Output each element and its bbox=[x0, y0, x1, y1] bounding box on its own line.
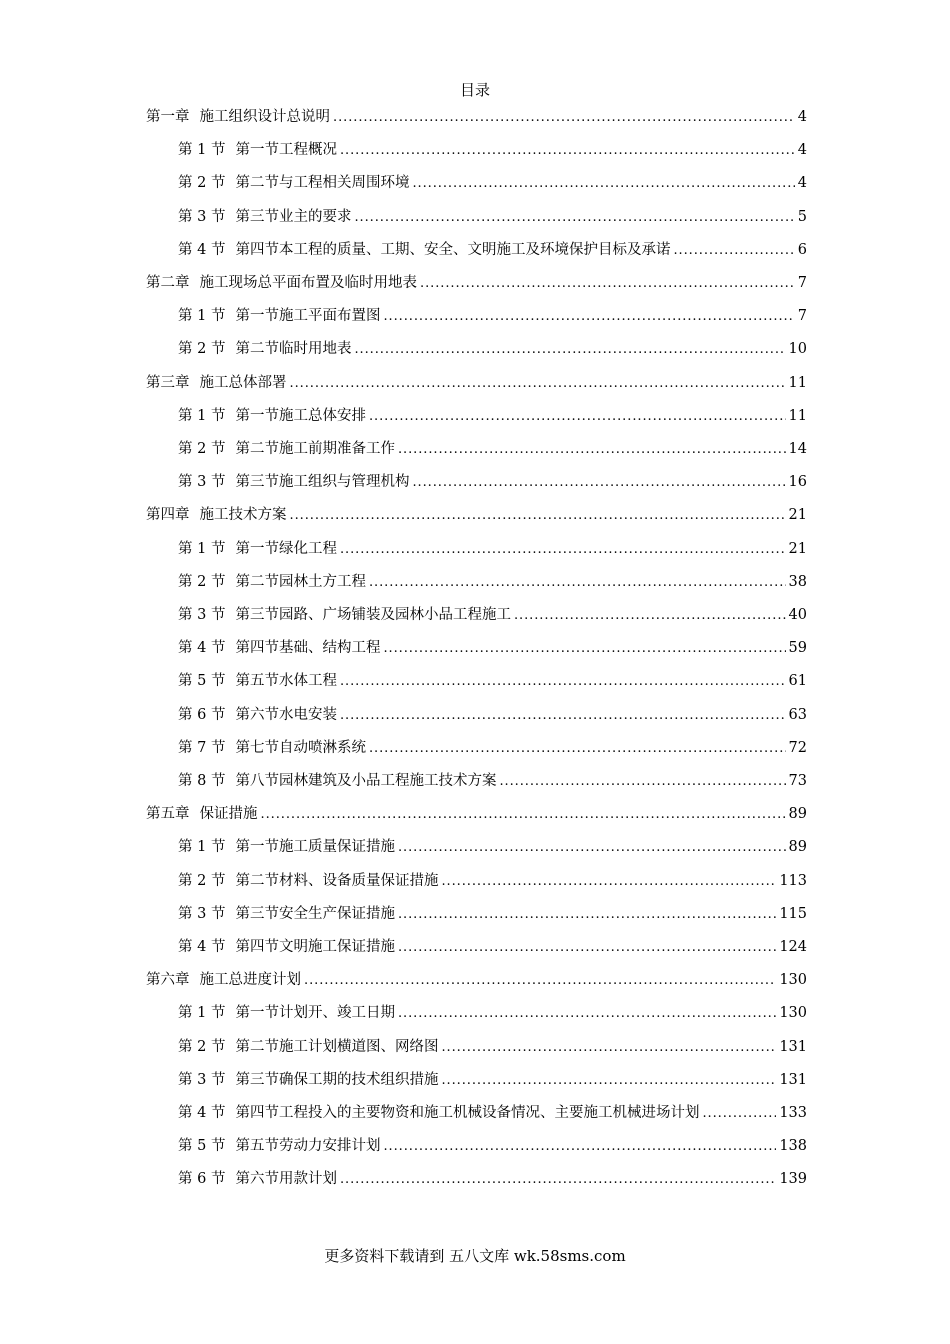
toc-entry-title: 第七节自动喷淋系统 bbox=[235, 739, 366, 756]
toc-dot-leader bbox=[290, 503, 786, 528]
toc-section-entry[interactable] bbox=[178, 1035, 807, 1059]
toc-entry-title: 第一节施工总体安排 bbox=[235, 407, 366, 424]
toc-chapter-entry[interactable] bbox=[146, 503, 807, 527]
toc-page-number: 131 bbox=[779, 1071, 807, 1088]
toc-entry-title: 第一节工程概况 bbox=[235, 142, 337, 159]
toc-entry-title: 第五节水体工程 bbox=[235, 673, 337, 690]
toc-section-entry[interactable] bbox=[178, 869, 807, 893]
toc-page-number: 40 bbox=[788, 607, 807, 623]
toc-section-entry[interactable] bbox=[178, 570, 807, 594]
toc-entry-title: 第三节确保工期的技术组织措施 bbox=[235, 1071, 439, 1088]
toc-dot-leader bbox=[290, 371, 786, 396]
toc-entry-number: 第 4 节 bbox=[178, 241, 226, 258]
toc-section-entry[interactable] bbox=[178, 171, 807, 195]
toc-page-number: 130 bbox=[779, 1005, 807, 1022]
toc-dot-leader bbox=[412, 171, 794, 196]
toc-entry-number: 第三章 bbox=[146, 374, 190, 391]
toc-page-number: 11 bbox=[788, 374, 807, 391]
toc-entry-title: 第六节用款计划 bbox=[235, 1171, 337, 1188]
toc-entry-number: 第六章 bbox=[146, 972, 190, 989]
toc-page-number: 115 bbox=[779, 905, 807, 922]
toc-entry-title: 第二节园林土方工程 bbox=[235, 573, 366, 590]
toc-entry-number: 第 8 节 bbox=[178, 773, 226, 789]
toc-dot-leader bbox=[333, 105, 795, 130]
toc-entry-title: 第二节施工前期准备工作 bbox=[235, 441, 395, 457]
toc-entry-number: 第 1 节 bbox=[178, 839, 226, 856]
toc-chapter-entry[interactable] bbox=[146, 968, 807, 992]
toc-page-number: 139 bbox=[779, 1171, 807, 1188]
toc-entry-number: 第 2 节 bbox=[178, 872, 226, 889]
toc-section-entry[interactable] bbox=[178, 902, 807, 926]
toc-section-entry[interactable] bbox=[178, 603, 807, 627]
toc-entry-number: 第 2 节 bbox=[178, 1038, 226, 1055]
toc-dot-leader bbox=[340, 537, 786, 562]
toc-dot-leader bbox=[499, 769, 785, 794]
toc-dot-leader bbox=[398, 935, 776, 960]
toc-section-entry[interactable] bbox=[178, 1001, 807, 1025]
toc-entry-number: 第 1 节 bbox=[178, 407, 226, 424]
toc-dot-leader bbox=[340, 138, 795, 163]
toc-dot-leader bbox=[514, 603, 786, 628]
toc-dot-leader bbox=[354, 205, 794, 230]
toc-section-entry[interactable] bbox=[178, 1068, 807, 1092]
toc-entry-number: 第 3 节 bbox=[178, 474, 226, 491]
toc-dot-leader bbox=[354, 337, 785, 362]
toc-dot-leader bbox=[304, 968, 776, 993]
toc-entry-title: 第二节临时用地表 bbox=[235, 341, 352, 358]
toc-page-number: 72 bbox=[788, 739, 807, 756]
toc-page-number: 113 bbox=[779, 872, 807, 889]
toc-dot-leader bbox=[369, 404, 786, 429]
toc-entry-number: 第 1 节 bbox=[178, 1005, 226, 1022]
toc-page-number: 131 bbox=[779, 1038, 807, 1055]
toc-page-number: 21 bbox=[788, 507, 807, 524]
toc-dot-leader bbox=[412, 470, 785, 495]
toc-page-number: 14 bbox=[788, 441, 807, 457]
toc-section-entry[interactable] bbox=[178, 835, 807, 859]
toc-page-number: 59 bbox=[788, 640, 807, 657]
toc-entry-number: 第 3 节 bbox=[178, 1071, 226, 1088]
toc-entry-number: 第 5 节 bbox=[178, 673, 226, 690]
toc-entry-title: 第一节施工平面布置图 bbox=[235, 308, 381, 325]
toc-section-entry[interactable] bbox=[178, 138, 807, 162]
toc-page-number: 4 bbox=[797, 142, 807, 159]
toc-entry-number: 第四章 bbox=[146, 507, 190, 524]
toc-entry-number: 第 4 节 bbox=[178, 1105, 226, 1121]
toc-entry-title: 施工组织设计总说明 bbox=[199, 109, 330, 125]
toc-page-number: 4 bbox=[797, 109, 807, 125]
toc-dot-leader bbox=[340, 669, 786, 694]
toc-dot-leader bbox=[383, 304, 794, 329]
toc-page-number: 130 bbox=[779, 972, 807, 989]
toc-section-entry[interactable] bbox=[178, 238, 807, 262]
toc-dot-leader bbox=[340, 1167, 776, 1192]
toc-section-entry[interactable] bbox=[178, 304, 807, 328]
toc-page-number: 63 bbox=[788, 706, 807, 723]
toc-dot-leader bbox=[398, 835, 786, 860]
toc-dot-leader bbox=[441, 1035, 776, 1060]
toc-entry-title: 第八节园林建筑及小品工程施工技术方案 bbox=[235, 773, 497, 789]
toc-section-entry[interactable] bbox=[178, 935, 807, 959]
toc-page-number: 89 bbox=[788, 806, 807, 823]
toc-entry-number: 第二章 bbox=[146, 275, 190, 291]
toc-page-number: 16 bbox=[788, 474, 807, 491]
toc-section-entry[interactable] bbox=[178, 669, 807, 693]
toc-section-entry[interactable] bbox=[178, 470, 807, 494]
toc-dot-leader bbox=[398, 902, 776, 927]
toc-section-entry[interactable] bbox=[178, 1134, 807, 1158]
toc-entry-number: 第 3 节 bbox=[178, 607, 226, 623]
toc-entry-number: 第 3 节 bbox=[178, 208, 226, 225]
toc-section-entry[interactable] bbox=[178, 703, 807, 727]
toc-page-number: 7 bbox=[797, 275, 807, 291]
toc-entry-title: 施工技术方案 bbox=[199, 507, 287, 524]
toc-dot-leader bbox=[383, 636, 785, 661]
toc-entry-number: 第 6 节 bbox=[178, 1171, 226, 1188]
toc-page-number: 133 bbox=[779, 1105, 807, 1121]
toc-entry-title: 第三节施工组织与管理机构 bbox=[235, 474, 410, 491]
toc-dot-leader bbox=[369, 736, 786, 761]
toc-page-number: 6 bbox=[797, 241, 807, 258]
toc-page-number: 124 bbox=[779, 939, 807, 955]
toc-section-entry[interactable] bbox=[178, 636, 807, 660]
toc-section-entry[interactable] bbox=[178, 437, 807, 461]
toc-entry-title: 第五节劳动力安排计划 bbox=[235, 1138, 381, 1155]
toc-page-number: 11 bbox=[788, 407, 807, 424]
toc-entry-title: 施工总体部署 bbox=[199, 374, 287, 391]
toc-dot-leader bbox=[261, 802, 786, 827]
toc-page-number: 61 bbox=[788, 673, 807, 690]
toc-entry-number: 第 2 节 bbox=[178, 341, 226, 358]
toc-entry-title: 第四节基础、结构工程 bbox=[235, 640, 381, 657]
toc-chapter-entry[interactable] bbox=[146, 371, 807, 395]
toc-entry-number: 第 2 节 bbox=[178, 441, 226, 457]
toc-dot-leader bbox=[398, 437, 786, 462]
toc-dot-leader bbox=[340, 703, 786, 728]
toc-entry-title: 施工总进度计划 bbox=[199, 972, 301, 989]
toc-page-number: 4 bbox=[797, 175, 807, 192]
toc-entry-number: 第 2 节 bbox=[178, 175, 226, 192]
toc-entry-title: 施工现场总平面布置及临时用地表 bbox=[199, 275, 417, 291]
toc-entry-title: 第四节本工程的质量、工期、安全、文明施工及环境保护目标及承诺 bbox=[235, 241, 671, 258]
toc-entry-title: 第三节安全生产保证措施 bbox=[235, 905, 395, 922]
toc-entry-title: 第一节施工质量保证措施 bbox=[235, 839, 395, 856]
toc-section-entry[interactable] bbox=[178, 1167, 807, 1191]
toc-entry-title: 第二节施工计划横道图、网络图 bbox=[235, 1038, 439, 1055]
toc-section-entry[interactable] bbox=[178, 337, 807, 361]
toc-page-number: 10 bbox=[788, 341, 807, 358]
toc-page-number: 5 bbox=[797, 208, 807, 225]
toc-section-entry[interactable] bbox=[178, 1101, 807, 1125]
toc-entry-number: 第五章 bbox=[146, 806, 190, 823]
toc-dot-leader bbox=[383, 1134, 776, 1159]
toc-entry-title: 保证措施 bbox=[199, 806, 258, 823]
toc-entry-title: 第二节与工程相关周围环境 bbox=[235, 175, 410, 192]
toc-title: 目录 bbox=[459, 81, 490, 99]
toc-entry-title: 第二节材料、设备质量保证措施 bbox=[235, 872, 439, 889]
toc-entry-number: 第 1 节 bbox=[178, 308, 226, 325]
toc-entry-title: 第四节文明施工保证措施 bbox=[235, 939, 395, 955]
toc-entry-number: 第 1 节 bbox=[178, 540, 226, 557]
toc-dot-leader bbox=[673, 238, 794, 263]
toc-entry-number: 第 5 节 bbox=[178, 1138, 226, 1155]
toc-page-number: 89 bbox=[788, 839, 807, 856]
toc-dot-leader bbox=[369, 570, 786, 595]
toc-page-number: 38 bbox=[788, 573, 807, 590]
toc-page-number: 7 bbox=[797, 308, 807, 325]
footer-text: 更多资料下载请到 五八文库 wk.58sms.com bbox=[324, 1247, 626, 1265]
toc-page-number: 21 bbox=[788, 540, 807, 557]
toc-section-entry[interactable] bbox=[178, 736, 807, 760]
toc-entry-title: 第三节业主的要求 bbox=[235, 208, 352, 225]
toc-entry-number: 第 4 节 bbox=[178, 640, 226, 657]
toc-dot-leader bbox=[441, 1068, 776, 1093]
toc-page-number: 73 bbox=[788, 773, 807, 789]
toc-entry-number: 第 4 节 bbox=[178, 939, 226, 955]
toc-entry-title: 第一节计划开、竣工日期 bbox=[235, 1005, 395, 1022]
toc-section-entry[interactable] bbox=[178, 769, 807, 793]
toc-entry-number: 第一章 bbox=[146, 109, 190, 125]
toc-entry-number: 第 3 节 bbox=[178, 905, 226, 922]
toc-chapter-entry[interactable] bbox=[146, 802, 807, 826]
toc-chapter-entry[interactable] bbox=[146, 271, 807, 295]
toc-entry-title: 第一节绿化工程 bbox=[235, 540, 337, 557]
toc-entry-number: 第 1 节 bbox=[178, 142, 226, 159]
toc-dot-leader bbox=[441, 869, 776, 894]
toc-chapter-entry[interactable] bbox=[146, 105, 807, 129]
toc-dot-leader bbox=[398, 1001, 776, 1026]
toc-entry-number: 第 2 节 bbox=[178, 573, 226, 590]
toc-page-number: 138 bbox=[779, 1138, 807, 1155]
toc-entry-title: 第四节工程投入的主要物资和施工机械设备情况、主要施工机械进场计划 bbox=[235, 1105, 700, 1121]
toc-section-entry[interactable] bbox=[178, 404, 807, 428]
toc-dot-leader bbox=[702, 1101, 776, 1126]
toc-section-entry[interactable] bbox=[178, 205, 807, 229]
toc-entry-number: 第 7 节 bbox=[178, 739, 226, 756]
toc-section-entry[interactable] bbox=[178, 537, 807, 561]
toc-dot-leader bbox=[420, 271, 795, 296]
toc-entry-number: 第 6 节 bbox=[178, 706, 226, 723]
toc-entry-title: 第六节水电安装 bbox=[235, 706, 337, 723]
toc-entry-title: 第三节园路、广场铺装及园林小品工程施工 bbox=[235, 607, 511, 623]
